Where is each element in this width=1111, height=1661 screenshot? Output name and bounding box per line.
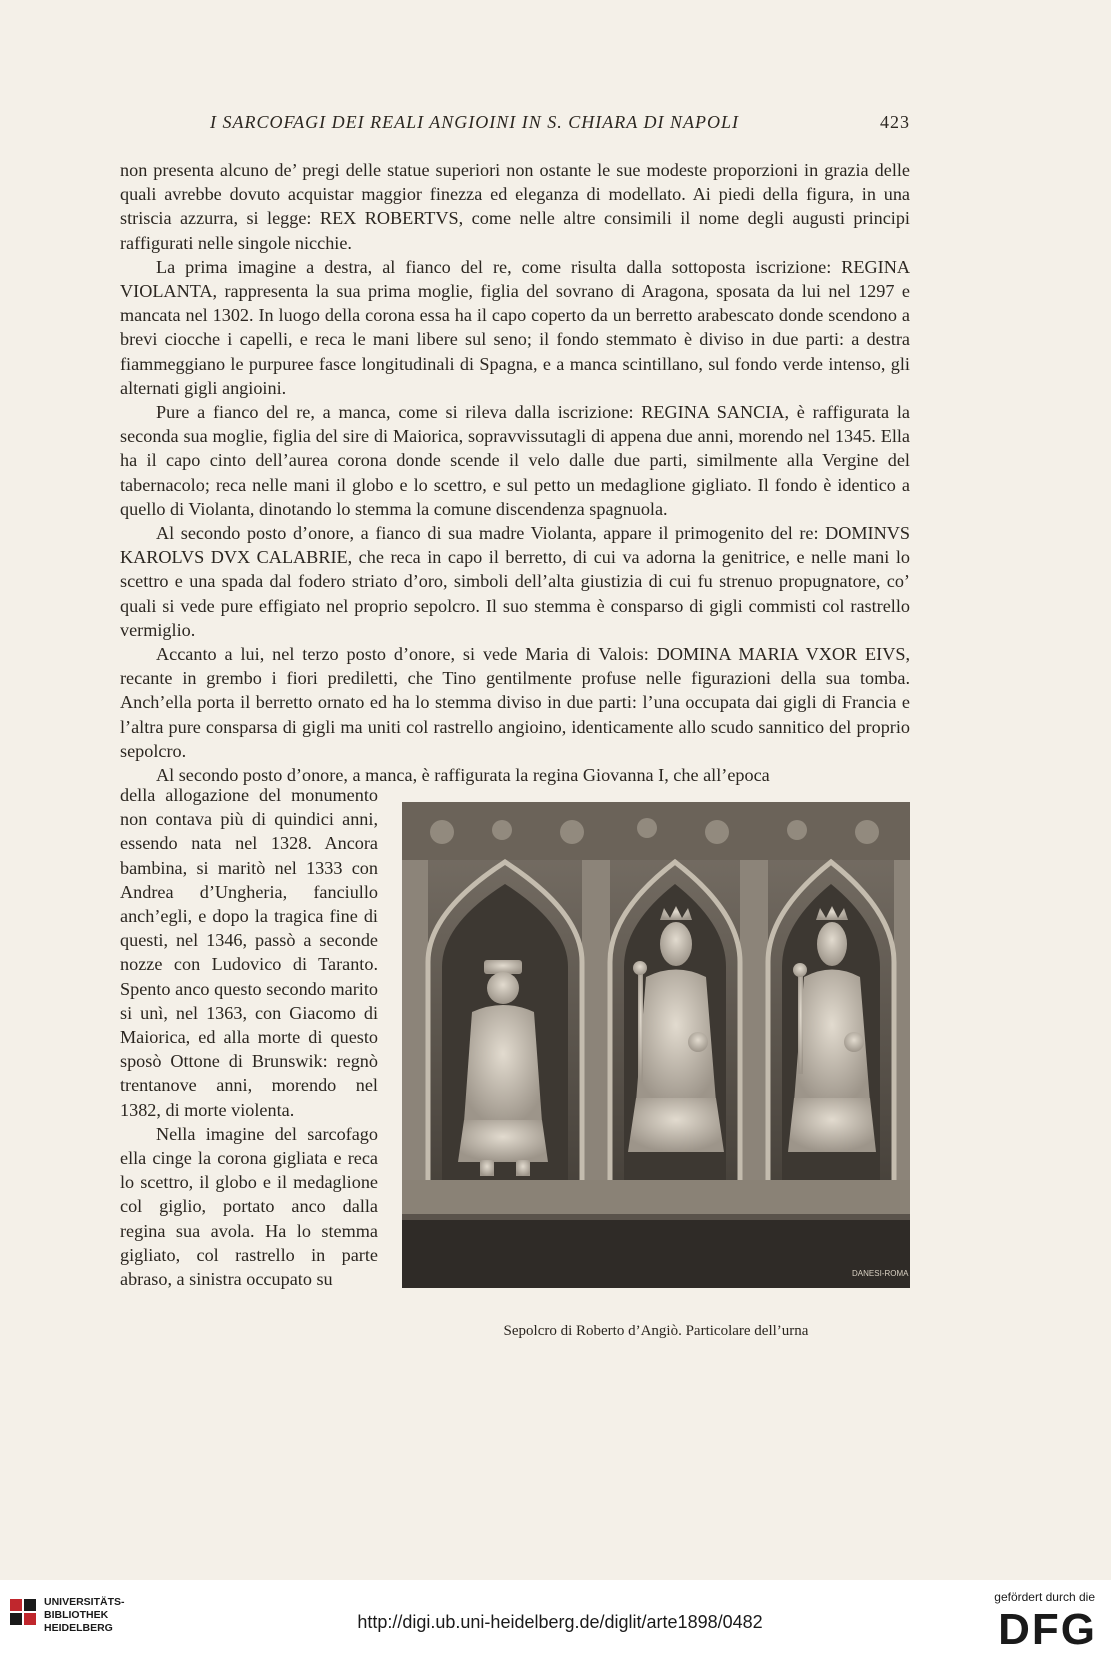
photo-credit: DANESI-ROMA: [852, 1269, 909, 1278]
funding-note: gefördert durch die: [994, 1590, 1095, 1604]
library-line: BIBLIOTHEK: [44, 1609, 109, 1621]
dfg-logo: DFG: [998, 1605, 1097, 1654]
digitization-footer: [0, 1580, 1111, 1661]
paragraph: Accanto a lui, nel terzo posto d’onore, si vede Maria di Valois: DOMINA MARIA VXOR EIVS, recante in grembo i fiori prediletti, che Tino gentilmente profuse nelle figurazioni della sua tomba. Anch’ella porta il berretto ornato ed ha lo stemma diviso in due parti: l’una occupata dai gigli di Francia e l’altra pure consparsa di gigli ma uniti col rastrello angioino, identicamente allo scudo sannitico del proprio sepolcro.: [120, 644, 910, 761]
sarcophagus-photograph: [402, 802, 910, 1288]
text-and-figure-block: [120, 783, 910, 1343]
paragraph: Pure a fianco del re, a manca, come si rileva dalla iscrizione: REGINA SANCIA, è raffigurata la seconda sua moglie, figlia del sire di Maiorica, sopravvissutagli di appena due anni, morendo nel 1345. Ella ha il capo cinto dell’aurea corona donde scende il velo dalle due parti, similmente alla Vergine del tabernacolo; reca nelle mani il globo e lo scettro, e sul petto un medaglione gigliato. Il fondo è identico a quello di Violanta, dinotando lo stemma la comune discendenza spagnuola.: [120, 402, 910, 519]
figure-caption: Sepolcro di Roberto d’Angiò. Particolare dell’urna: [503, 1323, 809, 1339]
paragraph: Al secondo posto d’onore, a manca, è raffigurata la regina Giovanna I, che all’epoca: [156, 765, 770, 786]
paragraph: Nella imagine del sarcofago ella cinge la corona gigliata e reca lo scettro, il globo e il medaglione col giglio, portato anco dalla regina sua avola. Ha lo stemma gigliato, col rastrello in parte abraso, a sinistra occupato su: [120, 1123, 378, 1290]
library-line: UNIVERSITÄTS-: [44, 1596, 125, 1608]
page-number: 423: [880, 112, 910, 132]
narrow-column-text: [120, 783, 378, 1291]
paragraph: della allogazione del monumento non contava più di quindici anni, essendo nata nel 1328. Ancora bambina, si maritò nel 1333 con Andrea d’Ungheria, fanciullo anch’egli, e dopo la tragica fine di questi, nel 1346, passò a seconde nozze con Ludovico di Taranto. Spento anco questo secondo marito si unì, nel 1363, con Giacomo di Maiorica, ed alla morte di questo sposò Ottone di Brunswik: regnò trentanove anni, morendo nel 1382, di morte violenta.: [120, 785, 378, 1120]
paragraph: Al secondo posto d’onore, a fianco di sua madre Violanta, appare il primogenito del re: DOMINVS KAROLVS DVX CALABRIE, che reca in capo il berretto, di cui va adorna la genitrice, e nelle mani lo scettro e una spada dal fodero striato d’oro, simboli dell’alta giustizia di cui fu strenuo propugnatore, co’ quali si vede pure effigiato nel proprio sepolcro. Il suo stemma è consparso di gigli commisti col rastrello vermiglio.: [120, 523, 910, 640]
sarcophagus-relief-illustration: [402, 802, 910, 1288]
university-library-logo-icon: [8, 1597, 38, 1627]
paragraph: La prima imagine a destra, al fianco del re, come risulta dalla sottoposta iscrizione: REGINA VIOLANTA, rappresenta la sua prima moglie, figlia del sovrano di Aragona, sposata da lui nel 1297 e mancata nel 1302. In luogo della corona essa ha il capo coperto da un berretto arabescato donde scendono a brevi ciocche i capelli, e reca le mani libere sul seno; il fondo stemmato è diviso in due parti: a destra fiammeggiano le purpuree fasce longitudinali di Spagna, e a manca scintillano, sul fondo verde intenso, gli alternati gigli angioini.: [120, 256, 910, 398]
body-text: [120, 158, 910, 787]
library-line: HEIDELBERG: [44, 1622, 113, 1634]
paragraph: non presenta alcuno de’ pregi delle statue superiori non ostante le sue modeste proporzioni in grazia delle quali avrebbe dovuto acquistar maggior finezza ed eleganza di modellato. Ai piedi della figura, in una striscia azzurra, si legge: REX ROBERTVS, come nelle altre consimili il nome degli augusti principi raffigurati nelle singole nicchie.: [120, 160, 910, 253]
library-name: [44, 1596, 125, 1635]
running-header: [210, 112, 910, 142]
permalink-url[interactable]: http://digi.ub.uni-heidelberg.de/diglit/arte1898/0482: [357, 1612, 763, 1632]
running-title: I SARCOFAGI DEI REALI ANGIOINI IN S. CHIARA DI NAPOLI: [210, 112, 739, 132]
